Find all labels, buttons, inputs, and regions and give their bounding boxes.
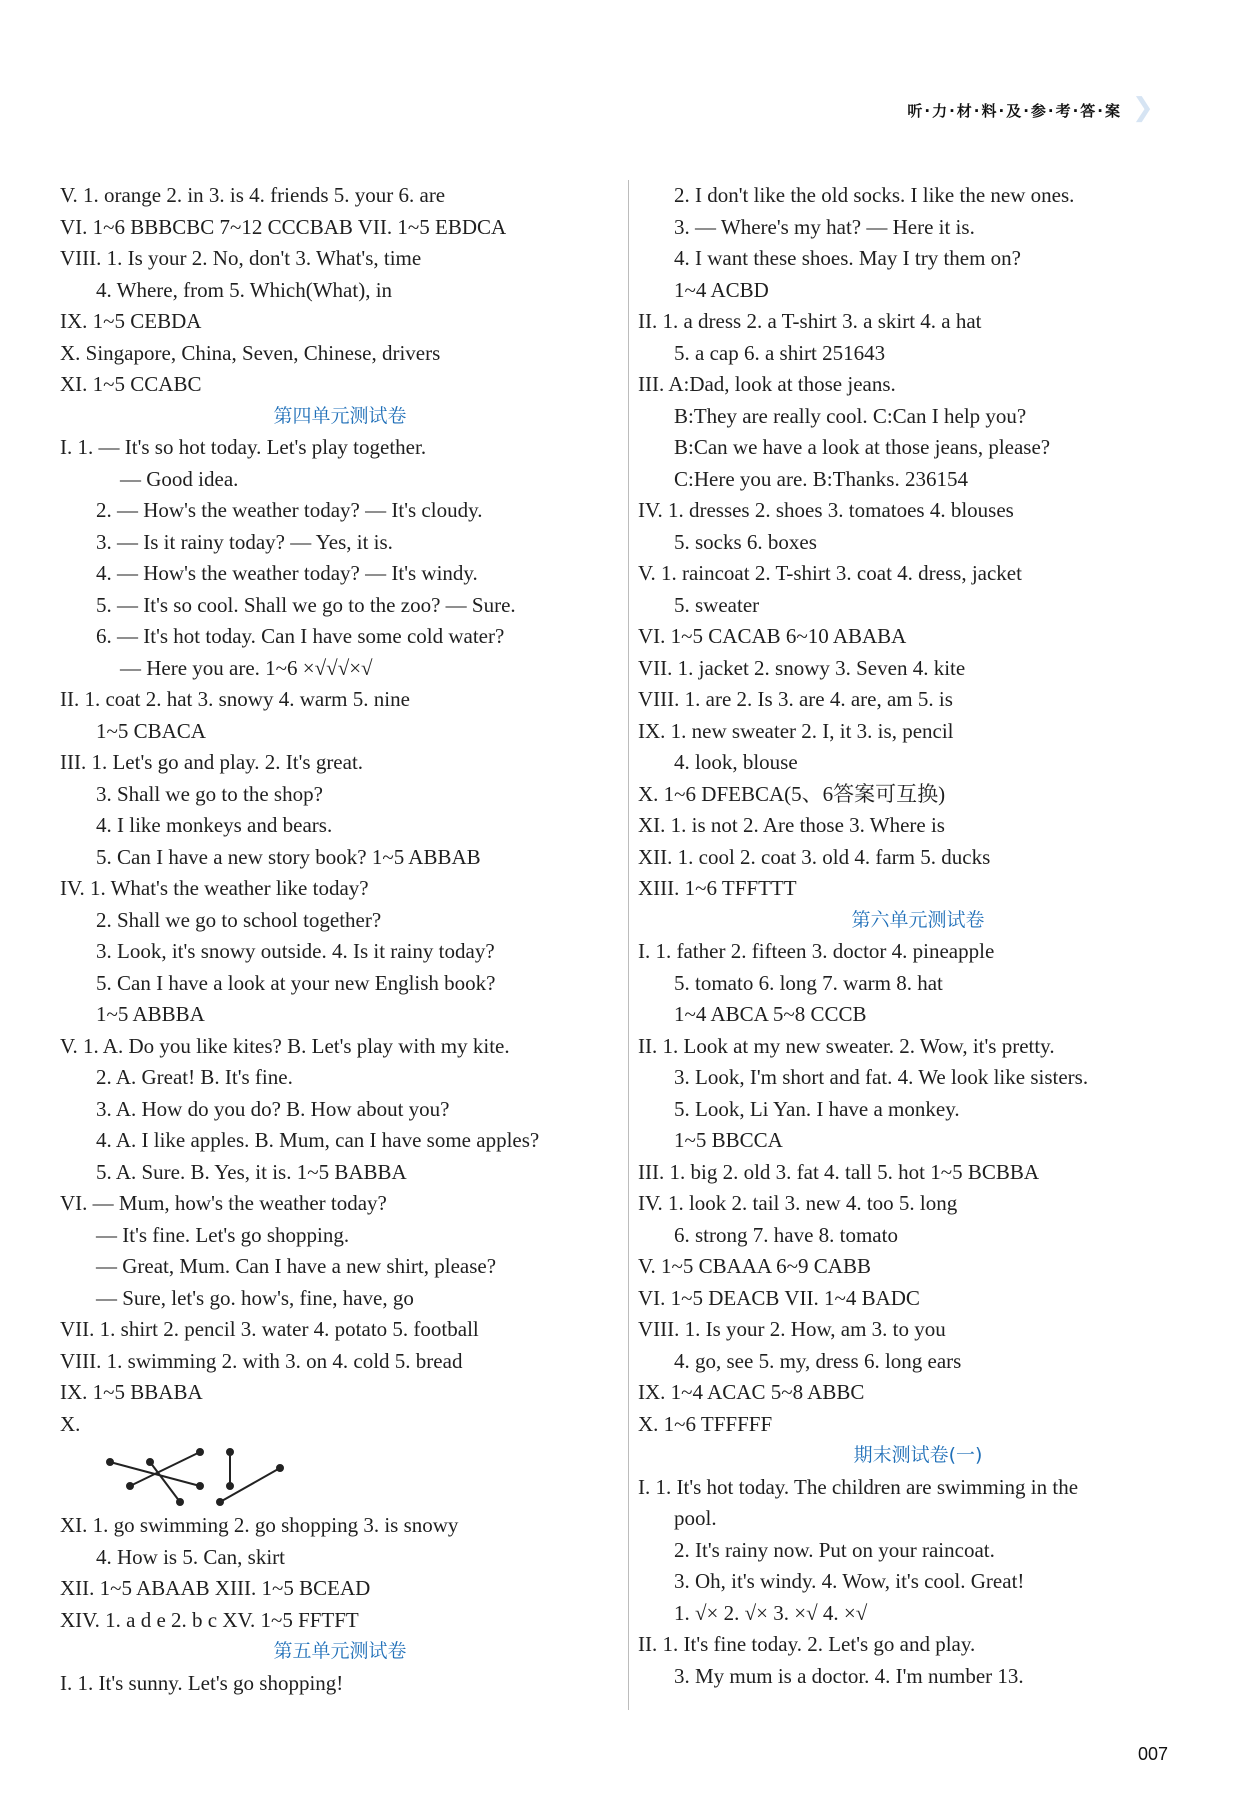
- answer-line: III. A:Dad, look at those jeans.: [638, 372, 896, 396]
- answer-line: X.: [60, 1411, 81, 1436]
- answer-line: VIII. 1. Is your 2. How, am 3. to you: [638, 1317, 946, 1341]
- answer-line: VI. 1~5 CACAB 6~10 ABABA: [638, 624, 907, 648]
- answer-line: 4. How is 5. Can, skirt: [96, 1544, 285, 1569]
- answer-line: XI. 1~5 CCABC: [60, 372, 202, 396]
- answer-line: IX. 1~5 CEBDA: [60, 309, 202, 333]
- answer-line: 6. — It's hot today. Can I have some cold water?: [96, 624, 505, 648]
- answer-line: XIII. 1~6 TFFTTT: [638, 876, 797, 900]
- answer-line: III. 1. big 2. old 3. fat 4. tall 5. hot 1~5 BCBBA: [638, 1159, 1040, 1184]
- answer-line: 1~5 ABBBA: [96, 1002, 205, 1026]
- answer-line: 1~5 BBCCA: [674, 1128, 783, 1152]
- answer-line: 4. I want these shoes. May I try them on?: [674, 246, 1022, 270]
- answer-line: 5. Look, Li Yan. I have a monkey.: [674, 1096, 960, 1121]
- section-title: 期末测试卷(一): [853, 1444, 983, 1466]
- answer-line: I. 1. It's hot today. The children are swimming in the: [638, 1474, 1079, 1499]
- answer-line: VI. — Mum, how's the weather today?: [60, 1191, 387, 1215]
- answer-line: II. 1. a dress 2. a T-shirt 3. a skirt 4. a hat: [638, 309, 982, 333]
- answer-line: 2. Shall we go to school together?: [96, 907, 382, 932]
- answer-line: 5. sweater: [674, 592, 760, 617]
- answer-line: II. 1. coat 2. hat 3. snowy 4. warm 5. nine: [60, 687, 410, 711]
- answer-line: 5. Can I have a new story book? 1~5 ABBAB: [96, 844, 481, 869]
- answer-line: IX. 1~5 BBABA: [60, 1380, 203, 1404]
- answer-line: IV. 1. What's the weather like today?: [60, 876, 369, 900]
- answer-line: VI. 1~6 BBBCBC 7~12 CCCBAB VII. 1~5 EBDCA: [60, 214, 507, 239]
- answer-line: II. 1. It's fine today. 2. Let's go and play.: [638, 1632, 976, 1656]
- matching-diagram: [100, 1440, 620, 1510]
- answer-line: 5. Can I have a look at your new English book?: [96, 970, 496, 995]
- answer-line: 1~5 CBACA: [96, 718, 206, 743]
- answer-line: 1. √× 2. √× 3. ×√ 4. ×√: [674, 1600, 868, 1625]
- answer-line: 5. A. Sure. B. Yes, it is. 1~5 BABBA: [96, 1159, 407, 1184]
- answer-line: — Good idea.: [120, 466, 239, 491]
- chevron-right-icon: ❯: [1132, 93, 1154, 123]
- section-title: 第四单元测试卷: [273, 404, 407, 427]
- matching-lines: [100, 1440, 300, 1510]
- answer-line: pool.: [674, 1506, 717, 1530]
- answer-line: IV. 1. look 2. tail 3. new 4. too 5. long: [638, 1191, 958, 1215]
- answer-line: 5. a cap 6. a shirt 251643: [674, 340, 886, 365]
- answer-line: X. 1~6 DFEBCA(5、6答案可互换): [638, 781, 946, 806]
- right-column: [638, 180, 1198, 1692]
- answer-line: V. 1. A. Do you like kites? B. Let's play with my kite.: [60, 1033, 510, 1058]
- answer-line: XI. 1. go swimming 2. go shopping 3. is snowy: [60, 1513, 459, 1537]
- answer-line: 3. A. How do you do? B. How about you?: [96, 1096, 450, 1121]
- column-divider: [628, 180, 629, 1710]
- answer-line: X. Singapore, China, Seven, Chinese, drivers: [60, 340, 441, 365]
- answer-line: XIV. 1. a d e 2. b c XV. 1~5 FFTFT: [60, 1607, 359, 1632]
- answer-line: 4. A. I like apples. B. Mum, can I have some apples?: [96, 1128, 540, 1152]
- answer-line: I. 1. father 2. fifteen 3. doctor 4. pineapple: [638, 939, 995, 963]
- answer-line: VII. 1. shirt 2. pencil 3. water 4. potato 5. football: [60, 1317, 479, 1341]
- answer-line: 3. Look, I'm short and fat. 4. We look like sisters.: [674, 1065, 1089, 1089]
- answer-line: VIII. 1. Is your 2. No, don't 3. What's, time: [60, 246, 422, 270]
- answer-line: VIII. 1. are 2. Is 3. are 4. are, am 5. is: [638, 687, 953, 711]
- answer-line: 3. Shall we go to the shop?: [96, 781, 323, 806]
- answer-line: VII. 1. jacket 2. snowy 3. Seven 4. kite: [638, 655, 966, 680]
- section-title: 第五单元测试卷: [273, 1640, 407, 1662]
- answer-line: III. 1. Let's go and play. 2. It's great.: [60, 750, 364, 774]
- answer-line: 5. socks 6. boxes: [674, 529, 817, 554]
- answer-line: 6. strong 7. have 8. tomato: [674, 1222, 898, 1247]
- answer-line: B:They are really cool. C:Can I help you?: [674, 403, 1027, 428]
- answer-line: — Great, Mum. Can I have a new shirt, please?: [96, 1254, 497, 1278]
- page-number: 007: [1137, 1744, 1168, 1764]
- page-header: 听·力·材·料·及·参·考·答·案: [907, 102, 1122, 120]
- answer-line: I. 1. — It's so hot today. Let's play together.: [60, 435, 427, 459]
- answer-line: — Sure, let's go. how's, fine, have, go: [96, 1285, 414, 1310]
- answer-line: 5. — It's so cool. Shall we go to the zoo? — Sure.: [96, 592, 516, 617]
- answer-line: 3. Oh, it's windy. 4. Wow, it's cool. Great!: [674, 1569, 1025, 1593]
- answer-line: I. 1. It's sunny. Let's go shopping!: [60, 1670, 344, 1695]
- answer-line: 3. — Is it rainy today? — Yes, it is.: [96, 529, 393, 554]
- answer-line: XII. 1~5 ABAAB XIII. 1~5 BCEAD: [60, 1576, 371, 1600]
- answer-line: 2. — How's the weather today? — It's cloudy.: [96, 498, 483, 522]
- answer-line: 3. My mum is a doctor. 4. I'm number 13.: [674, 1663, 1024, 1688]
- answer-line: 4. Where, from 5. Which(What), in: [96, 277, 393, 302]
- answer-line: B:Can we have a look at those jeans, please?: [674, 435, 1051, 459]
- answer-line: 4. I like monkeys and bears.: [96, 813, 333, 837]
- answer-line: IV. 1. dresses 2. shoes 3. tomatoes 4. blouses: [638, 498, 1014, 522]
- answer-line: X. 1~6 TFFFFF: [638, 1411, 773, 1436]
- left-column: [60, 180, 620, 1699]
- answer-line: IX. 1~4 ACAC 5~8 ABBC: [638, 1380, 865, 1404]
- answer-line: — It's fine. Let's go shopping.: [96, 1222, 350, 1247]
- answer-line: XI. 1. is not 2. Are those 3. Where is: [638, 813, 945, 837]
- answer-line: 4. go, see 5. my, dress 6. long ears: [674, 1348, 962, 1373]
- answer-line: V. 1~5 CBAAA 6~9 CABB: [638, 1254, 871, 1278]
- answer-line: 2. A. Great! B. It's fine.: [96, 1065, 293, 1089]
- answer-line: — Here you are. 1~6 ×√√√×√: [120, 655, 373, 680]
- answer-line: 2. I don't like the old socks. I like the new ones.: [674, 183, 1075, 207]
- answer-line: VIII. 1. swimming 2. with 3. on 4. cold 5. bread: [60, 1348, 463, 1373]
- answer-line: V. 1. orange 2. in 3. is 4. friends 5. your 6. are: [60, 183, 446, 207]
- answer-line: 1~4 ABCA 5~8 CCCB: [674, 1002, 867, 1026]
- answer-line: C:Here you are. B:Thanks. 236154: [674, 466, 968, 491]
- answer-line: IX. 1. new sweater 2. I, it 3. is, pencil: [638, 718, 954, 743]
- answer-line: 4. look, blouse: [674, 750, 798, 774]
- answer-line: 4. — How's the weather today? — It's windy.: [96, 561, 478, 585]
- answer-line: 3. Look, it's snowy outside. 4. Is it rainy today?: [96, 939, 495, 963]
- answer-line: 3. — Where's my hat? — Here it is.: [674, 214, 975, 239]
- answer-line: 2. It's rainy now. Put on your raincoat.: [674, 1537, 995, 1562]
- answer-line: 5. tomato 6. long 7. warm 8. hat: [674, 970, 943, 995]
- answer-line: V. 1. raincoat 2. T-shirt 3. coat 4. dress, jacket: [638, 561, 1022, 585]
- answer-line: XII. 1. cool 2. coat 3. old 4. farm 5. ducks: [638, 844, 991, 869]
- answer-line: VI. 1~5 DEACB VII. 1~4 BADC: [638, 1285, 920, 1310]
- answer-line: II. 1. Look at my new sweater. 2. Wow, it's pretty.: [638, 1033, 1055, 1058]
- section-title: 第六单元测试卷: [851, 908, 985, 931]
- answer-line: 1~4 ACBD: [674, 277, 769, 302]
